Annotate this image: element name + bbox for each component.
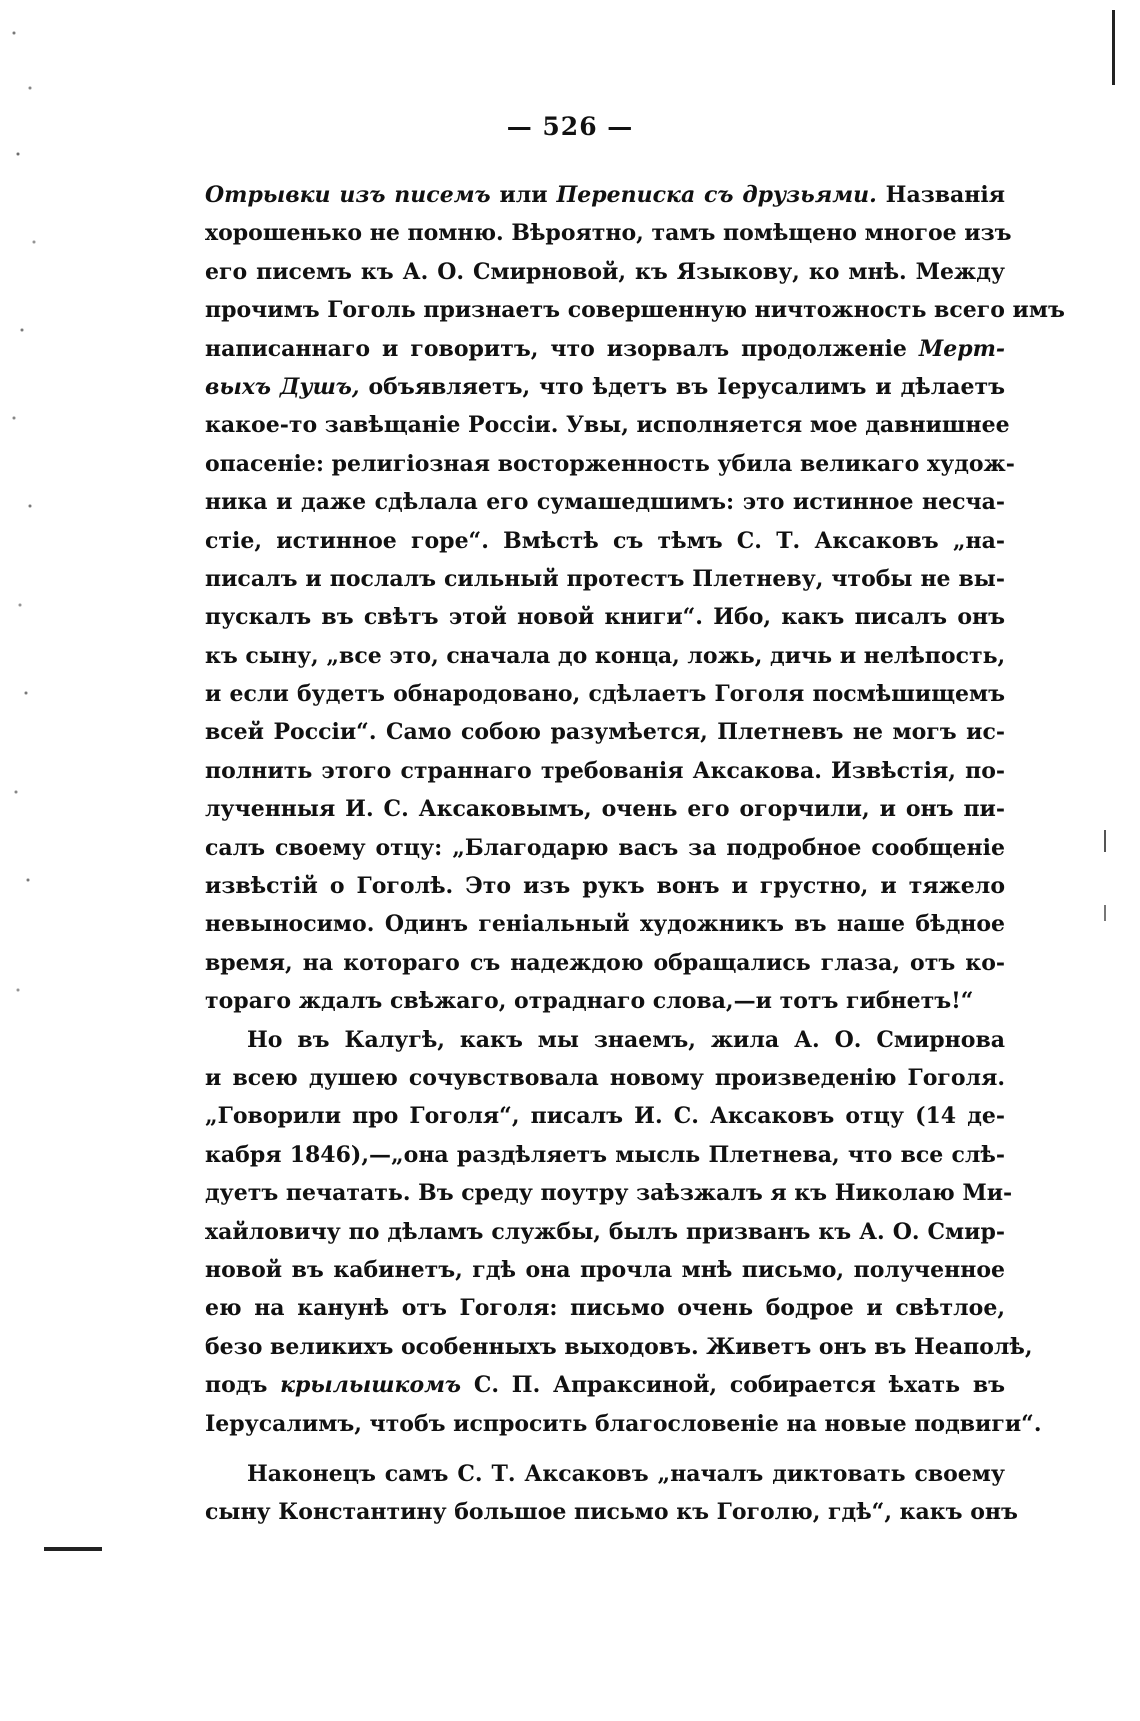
text-segment: хайловичу по дѣламъ службы, былъ призванъ къ А. О. Смир- (205, 1218, 1005, 1245)
text-line (205, 483, 1005, 521)
italic-text: выхъ Душъ, (205, 373, 360, 400)
text-segment: хорошенько не помню. Вѣроятно, тамъ помѣщено многое изъ (205, 220, 1012, 247)
text-segment: тораго ждалъ свѣжаго, отраднаго слова,—и тотъ гибнетъ!“ (205, 988, 974, 1015)
text-segment: ею на канунѣ отъ Гоголя: письмо очень бодрое и свѣтлое, (205, 1295, 1005, 1322)
scan-edge-noise (6, 0, 46, 1100)
paragraph-gap (205, 1443, 1005, 1455)
italic-text: Переписка съ друзьями. (556, 182, 877, 208)
scan-edge-tick (1104, 905, 1106, 921)
text-segment: Наконецъ самъ С. Т. Аксаковъ „началъ диктовать своему (247, 1460, 1005, 1487)
text-segment: и всею душею сочувствовала новому произведенію Гоголя. (205, 1064, 1005, 1091)
text-segment: ника и даже сдѣлала его сумашедшимъ: это истинное несча- (205, 489, 1005, 516)
text-line (205, 1097, 1005, 1135)
text-line (205, 522, 1005, 560)
text-line (205, 1405, 1042, 1443)
body-text (205, 176, 1065, 1532)
text-line (205, 1213, 1005, 1251)
paragraph (205, 1455, 1018, 1532)
text-line (205, 982, 1005, 1020)
text-segment: сыну Константину большое письмо къ Гоголю, гдѣ“, какъ онъ (205, 1499, 1018, 1526)
text-segment: опасеніе: религіозная восторженность убила великаго худож- (205, 450, 1015, 477)
text-line (205, 1059, 1005, 1097)
text-line (205, 1493, 1018, 1531)
text-segment: кабря 1846),—„она раздѣляетъ мысль Плетнева, что все слѣ- (205, 1141, 1005, 1168)
text-segment: написаннаго и говоритъ, что изорвалъ продолженіе (205, 335, 919, 362)
italic-text: Отрывки изъ писемъ (205, 182, 491, 208)
text-segment: невыносимо. Одинъ геніальный художникъ въ наше бѣдное (205, 911, 1005, 938)
scan-edge-mark (1112, 10, 1115, 85)
text-line (205, 406, 1010, 444)
text-line (205, 1366, 1005, 1404)
text-segment: полнить этого страннаго требованія Аксакова. Извѣстія, по- (205, 757, 1005, 784)
text-segment: Но въ Калугѣ, какъ мы знаемъ, жила А. О. Смирнова (247, 1026, 1005, 1053)
text-segment: новой въ кабинетъ, гдѣ она прочла мнѣ письмо, полученное (205, 1256, 1005, 1283)
text-line (205, 1289, 1005, 1327)
text-line (205, 598, 1005, 636)
text-line (205, 1021, 1005, 1059)
text-segment: Названія (876, 182, 1006, 208)
text-segment: стіе, истинное горе“. Вмѣстѣ съ тѣмъ С. Т. Аксаковъ „на- (205, 527, 1005, 554)
text-line (205, 176, 1005, 214)
text-segment: лученныя И. С. Аксаковымъ, очень его огорчили, и онъ пи- (205, 796, 1005, 823)
text-segment: дуетъ печатать. Въ среду поутру заѣзжалъ я къ Николаю Ми- (205, 1180, 1013, 1207)
text-line (205, 637, 1005, 675)
text-line (205, 752, 1005, 790)
text-segment: или (490, 182, 557, 208)
text-segment: къ сыну, „все это, сначала до конца, ложь, дичь и нелѣпость, (205, 642, 1006, 669)
text-line (205, 867, 1005, 905)
text-line (205, 713, 1005, 751)
text-segment: всей Россіи“. Само собою разумѣется, Плетневъ не могъ ис- (205, 719, 1005, 746)
text-line (205, 445, 1015, 483)
text-segment: объявляетъ, что ѣдетъ въ Іерусалимъ и дѣлаетъ (359, 373, 1005, 400)
text-segment: пускалъ въ свѣтъ этой новой книги“. Ибо, какъ писалъ онъ (205, 604, 1005, 631)
text-line (205, 560, 1005, 598)
text-line (205, 330, 1005, 368)
text-line (205, 214, 1012, 252)
text-segment: „Говорили про Гоголя“, писалъ И. С. Аксаковъ отцу (14 де- (205, 1103, 1005, 1130)
text-line (205, 829, 1005, 867)
paragraph (205, 1021, 1042, 1443)
text-segment: и если будетъ обнародовано, сдѣлаетъ Гоголя посмѣшищемъ (205, 681, 1005, 708)
text-segment: какое-то завѣщаніе Россіи. Увы, исполняется мое давнишнее (205, 412, 1010, 439)
text-segment: салъ своему отцу: „Благодарю васъ за подробное сообщеніе (205, 834, 1005, 861)
text-line (205, 1455, 1005, 1493)
paragraph (205, 176, 1065, 1021)
text-segment: извѣстій о Гоголѣ. Это изъ рукъ вонъ и грустно, и тяжело (205, 873, 1005, 900)
text-line (205, 944, 1005, 982)
text-segment: писалъ и послалъ сильный протестъ Плетневу, чтобы не вы- (205, 565, 1005, 592)
text-line (205, 291, 1065, 329)
text-line (205, 790, 1005, 828)
text-segment: Іерусалимъ, чтобъ испросить благословеніе на новые подвиги“. (205, 1410, 1042, 1437)
page-number: — 526 — (506, 112, 634, 141)
text-segment: его писемъ къ А. О. Смирновой, къ Языкову, ко мнѣ. Между (205, 258, 1005, 285)
text-line (205, 1174, 1013, 1212)
text-line (205, 675, 1005, 713)
text-line (205, 253, 1005, 291)
text-segment: безо великихъ особенныхъ выходовъ. Живетъ онъ въ Неаполѣ, (205, 1333, 1033, 1360)
text-segment: С. П. Апраксиной, собирается ѣхать въ (461, 1372, 1005, 1399)
text-line (205, 1328, 1033, 1366)
text-line (205, 1251, 1005, 1289)
text-line (205, 905, 1005, 943)
italic-text: крылышкомъ (280, 1372, 462, 1399)
text-segment: время, на котораго съ надеждою обращались глаза, отъ ко- (205, 949, 1005, 976)
text-line (205, 368, 1005, 406)
margin-dash (44, 1547, 102, 1551)
scan-edge-tick (1104, 830, 1106, 852)
text-line (205, 1136, 1005, 1174)
text-segment: прочимъ Гоголь признаетъ совершенную ничтожность всего имъ (205, 297, 1065, 324)
text-segment: подъ (205, 1372, 281, 1399)
italic-text: Мерт- (918, 335, 1005, 362)
